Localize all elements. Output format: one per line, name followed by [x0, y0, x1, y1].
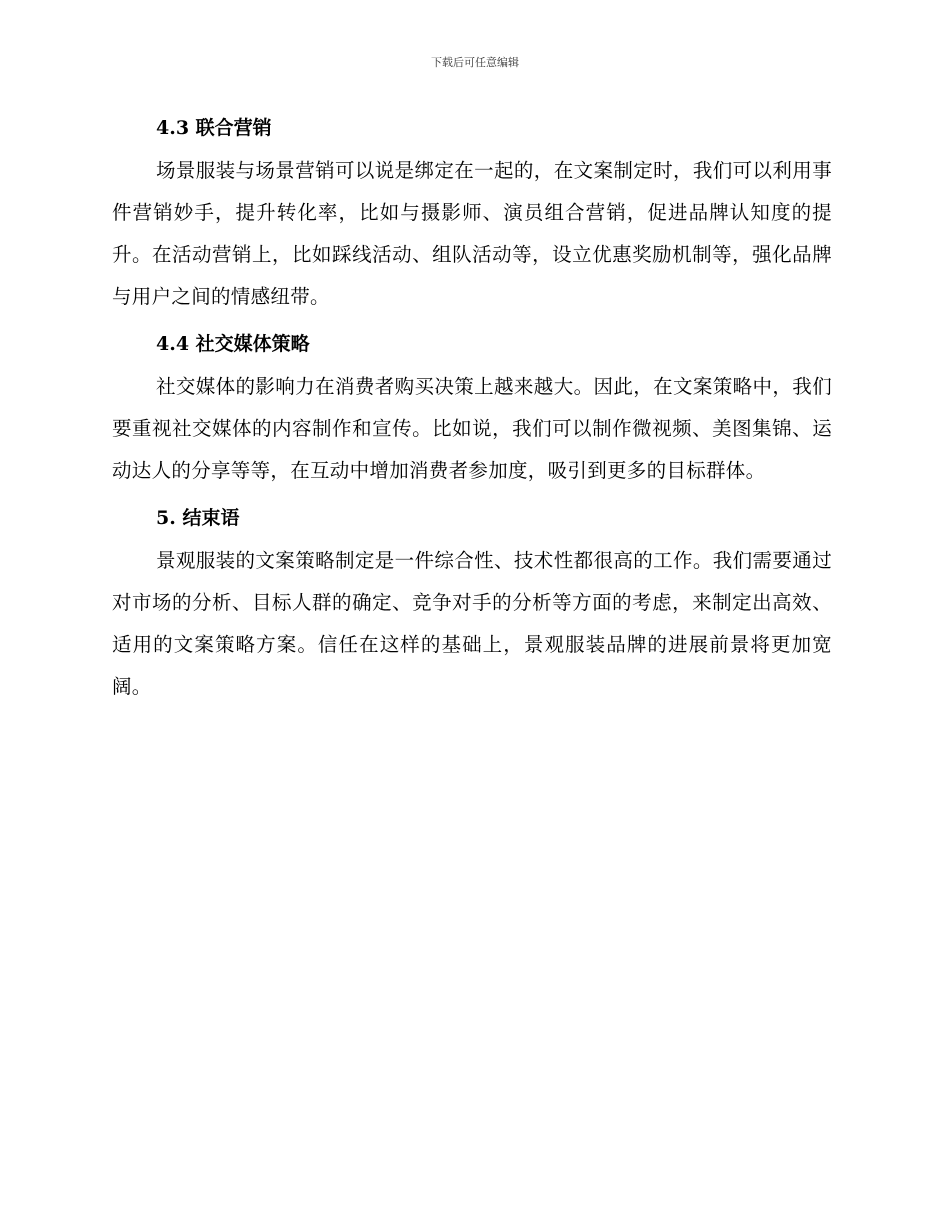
section-heading: 4.4 社交媒体策略 [156, 333, 310, 355]
section-conclusion [112, 500, 832, 708]
section-paragraph: 社交媒体的影响力在消费者购买决策上越来越大。因此，在文案策略中，我们要重视社交媒体的内容制作和宣传。比如说，我们可以制作微视频、美图集锦、运动达人的分享等等，在互动中增加消费者参加度，吸引到更多的目标群体。 [112, 375, 832, 482]
section-social-media-strategy [112, 326, 832, 492]
section-joint-marketing [112, 110, 832, 318]
section-paragraph: 景观服装的文案策略制定是一件综合性、技术性都很高的工作。我们需要通过对市场的分析、目标人群的确定、竞争对手的分析等方面的考虑，来制定出高效、适用的文案策略方案。信任在这样的基础上，景观服装品牌的进展前景将更加宽阔。 [112, 549, 832, 698]
section-heading: 5. 结束语 [156, 507, 240, 529]
document-body [112, 110, 832, 716]
page-header: 下载后可任意编辑 [431, 56, 519, 69]
section-paragraph: 场景服装与场景营销可以说是绑定在一起的，在文案制定时，我们可以利用事件营销妙手，提升转化率，比如与摄影师、演员组合营销，促进品牌认知度的提升。在活动营销上，比如踩线活动、组队活动等，设立优惠奖励机制等，强化品牌与用户之间的情感纽带。 [112, 159, 832, 308]
section-heading: 4.3 联合营销 [156, 117, 272, 139]
